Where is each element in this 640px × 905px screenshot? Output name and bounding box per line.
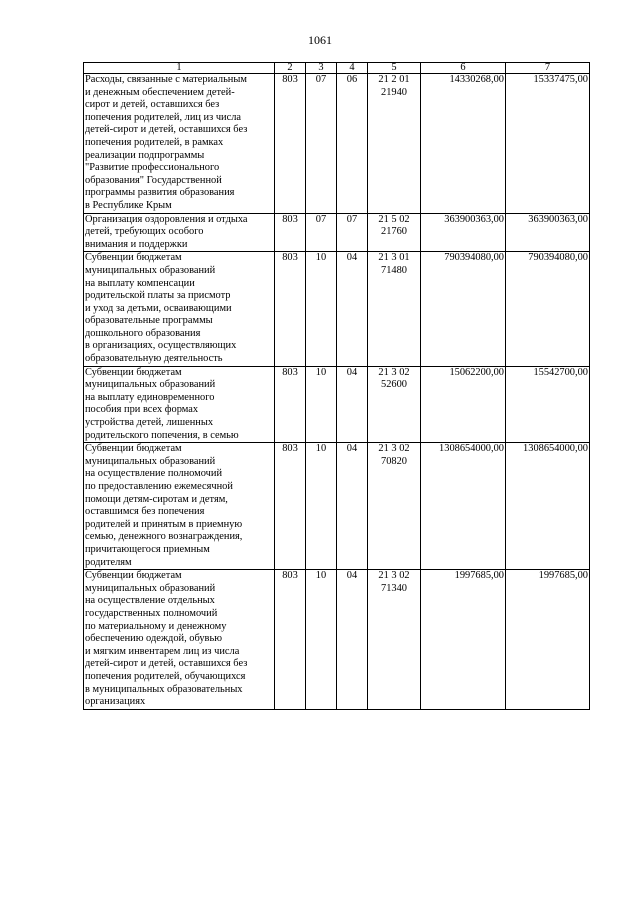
column-header: 6: [421, 63, 506, 74]
row-code-3: 07: [306, 213, 337, 252]
row-amount-6: 1997685,00: [421, 570, 506, 710]
budget-table: [83, 62, 590, 710]
row-target-code: 21 3 02 70820: [368, 443, 421, 570]
row-code-2: 803: [275, 366, 306, 443]
column-header: 5: [368, 63, 421, 74]
row-code-4: 07: [337, 213, 368, 252]
column-header: 2: [275, 63, 306, 74]
table-row: [84, 443, 590, 570]
row-target-code: 21 5 02 21760: [368, 213, 421, 252]
row-code-3: 10: [306, 570, 337, 710]
table-row: [84, 213, 590, 252]
row-code-4: 04: [337, 443, 368, 570]
row-amount-6: 15062200,00: [421, 366, 506, 443]
row-amount-7: 363900363,00: [506, 213, 590, 252]
row-code-2: 803: [275, 213, 306, 252]
row-code-2: 803: [275, 443, 306, 570]
row-description: Субвенции бюджетам муниципальных образований на выплату компенсации родительской платы за присмотр и уход за детьми, осваивающими образовательные программы дошкольного образования в организациях, осуществляющих образовательную деятельность: [84, 252, 275, 366]
column-header: 3: [306, 63, 337, 74]
column-header: 4: [337, 63, 368, 74]
header-row: [84, 63, 590, 74]
row-code-2: 803: [275, 570, 306, 710]
row-amount-6: 790394080,00: [421, 252, 506, 366]
row-amount-6: 14330268,00: [421, 74, 506, 214]
row-description: Организация оздоровления и отдыха детей, требующих особого внимания и поддержки: [84, 213, 275, 252]
row-amount-7: 15337475,00: [506, 74, 590, 214]
row-code-2: 803: [275, 74, 306, 214]
row-description: Субвенции бюджетам муниципальных образований на осуществление отдельных государственных полномочий по материальному и денежному обеспечению одеждой, обувью и мягким инвентарем лиц из числа детей-сирот и детей, оставшихся без попечения родителей, обучающихся в муниципальных образовательных организациях: [84, 570, 275, 710]
row-code-4: 04: [337, 252, 368, 366]
row-code-3: 10: [306, 443, 337, 570]
row-amount-6: 363900363,00: [421, 213, 506, 252]
row-code-4: 04: [337, 366, 368, 443]
row-target-code: 21 3 01 71480: [368, 252, 421, 366]
row-amount-7: 790394080,00: [506, 252, 590, 366]
table-row: [84, 74, 590, 214]
row-amount-6: 1308654000,00: [421, 443, 506, 570]
page-number: 1061: [308, 33, 332, 47]
row-amount-7: 15542700,00: [506, 366, 590, 443]
table-row: [84, 366, 590, 443]
row-description: Расходы, связанные с материальным и денежным обеспечением детей- сирот и детей, оставшихся без попечения родителей, лиц из числа детей-сирот и детей, оставшихся без попечения родителей, в рамках реализации подпрограммы "Развитие профессионального образования" Государственной программы развития образования в Республике Крым: [84, 74, 275, 214]
row-description: Субвенции бюджетам муниципальных образований на выплату единовременного пособия при всех формах устройства детей, лишенных родительского попечения, в семью: [84, 366, 275, 443]
row-code-3: 07: [306, 74, 337, 214]
table-row: [84, 570, 590, 710]
column-header: 7: [506, 63, 590, 74]
row-code-3: 10: [306, 366, 337, 443]
row-target-code: 21 3 02 71340: [368, 570, 421, 710]
column-header: 1: [84, 63, 275, 74]
row-amount-7: 1997685,00: [506, 570, 590, 710]
row-target-code: 21 2 01 21940: [368, 74, 421, 214]
row-code-4: 04: [337, 570, 368, 710]
row-code-4: 06: [337, 74, 368, 214]
row-amount-7: 1308654000,00: [506, 443, 590, 570]
row-code-3: 10: [306, 252, 337, 366]
table-row: [84, 252, 590, 366]
row-description: Субвенции бюджетам муниципальных образований на осуществление полномочий по предоставлению ежемесячной помощи детям-сиротам и детям, оставшимся без попечения родителей и принятым в приемную семью, денежного вознаграждения, причитающегося приемным родителям: [84, 443, 275, 570]
row-code-2: 803: [275, 252, 306, 366]
row-target-code: 21 3 02 52600: [368, 366, 421, 443]
